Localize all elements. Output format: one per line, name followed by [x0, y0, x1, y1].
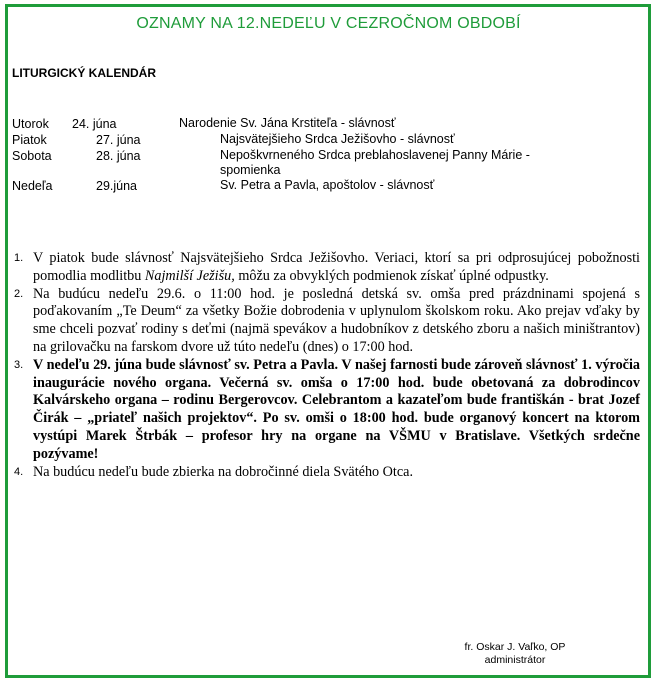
- list-number: 4.: [14, 465, 24, 478]
- notice-text: môžu za obvyklých podmienok získať úplné odpustky.: [234, 267, 549, 284]
- calendar-day: Nedeľa: [12, 179, 53, 193]
- signature-name: fr. Oskar J. Vaľko, OP: [464, 641, 566, 653]
- calendar-row: [12, 148, 632, 178]
- calendar-date: 24. júna: [72, 117, 117, 131]
- page-title: OZNAMY NA 12.NEDEĽU V CEZROČNOM OBDOBÍ: [136, 15, 521, 32]
- list-number: 1.: [14, 252, 24, 264]
- list-number: 2.: [14, 287, 24, 300]
- notice-list: [14, 250, 640, 481]
- calendar-day: Utorok: [12, 117, 49, 131]
- calendar-event: Narodenie Sv. Jána Krstiteľa - slávnosť: [179, 116, 396, 130]
- calendar-row: [12, 178, 632, 194]
- signature: [440, 641, 590, 667]
- calendar-day: Piatok: [12, 133, 47, 147]
- notice-text: Na budúcu nedeľu bude zbierka na dobročinné diela Svätého Otca.: [33, 463, 414, 480]
- notice-text: Na budúcu nedeľu 29.6. o 11:00 hod. je posledná detská sv. omša pred prázdninami spojená s poďakovaním „Te Deum“ za všetky Božie dobrodenia v uplynulom školskom roku. Ako prejav vďaky by sme chceli pozvať rodiny s deťmi (najmä spevákov a hudobníkov z detského zboru a našich miništrantov) na grilovačku na farskom dvore už túto nedeľu (dnes) o 17:00 hod.: [33, 285, 640, 355]
- calendar-date: 27. júna: [96, 133, 141, 147]
- calendar-event: Nepoškvrneného Srdca preblahoslavenej Panny Márie - spomienka: [220, 148, 530, 177]
- calendar-date: 29.júna: [96, 179, 138, 193]
- calendar-date: 28. júna: [96, 149, 141, 163]
- calendar-row: [12, 116, 632, 132]
- prayer-title: Najmilší Ježišu,: [144, 267, 235, 284]
- liturgical-calendar: [12, 116, 632, 194]
- list-item: [14, 250, 640, 286]
- notice-text: V nedeľu 29. júna bude slávnosť sv. Petra a Pavla. V našej farnosti bude zároveň slávnosť 1. výročia inaugurácie nového organa. Večerná sv. omša o 17:00 hod. bude obetovaná za dobrodincov Kalvárskeho organa – rodinu Bergerovcov. Celebrantom a kazateľom bude františkán - brat Jozef Čirák – „priateľ našich projektov“. Po sv. omši o 18:00 hod. bude organový koncert na ktorom vystúpi Marek Štrbák – profesor hry na organe na VŠMU v Bratislave. Všetkých srdečne pozývame!: [33, 356, 640, 462]
- list-item: [14, 357, 640, 464]
- list-number: 3.: [14, 358, 24, 371]
- signature-role: administrátor: [484, 654, 546, 666]
- calendar-event: Najsvätejšieho Srdca Ježišovho - slávnosť: [220, 132, 455, 146]
- calendar-row: [12, 132, 632, 148]
- calendar-event: Sv. Petra a Pavla, apoštolov - slávnosť: [220, 178, 435, 192]
- list-item: [14, 464, 640, 482]
- calendar-heading: LITURGICKÝ KALENDÁR: [12, 66, 156, 80]
- notice-text: V piatok bude slávnosť Najsvätejšieho Srdca Ježišovho. Veriaci, ktorí sa pri odprosujúcej pobožnosti pomodlia modlitbu: [33, 250, 640, 284]
- list-item: [14, 286, 640, 357]
- calendar-day: Sobota: [12, 149, 52, 163]
